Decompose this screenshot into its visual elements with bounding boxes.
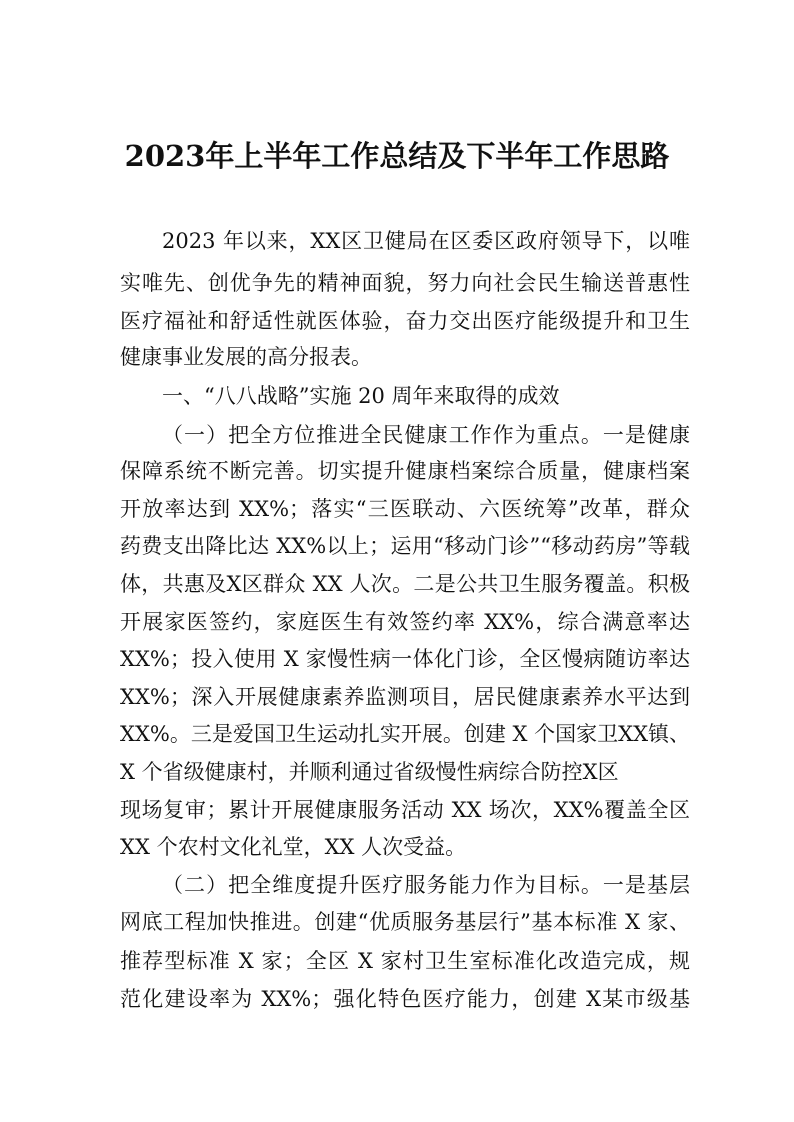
paragraph-line: 健康事业发展的高分报表。 [120, 345, 372, 369]
section-heading: 一、“八八战略”实施 20 周年来取得的成效 [162, 384, 560, 408]
paragraph-line: 保障系统不断完善。切实提升健康档案综合质量，健康档案 [120, 459, 690, 483]
paragraph-line: XX 个农村文化礼堂，XX 人次受益。 [120, 835, 467, 859]
paragraph-line: 现场复审；累计开展健康服务活动 XX 场次，XX%覆盖全区 [120, 798, 690, 822]
paragraph-line: 药费支出降比达 XX%以上；运用“移动门诊”“移动药房”等载 [120, 534, 690, 558]
document-title: 2023年上半年工作总结及下半年工作思路 [124, 139, 670, 173]
paragraph-line: 医疗福祉和舒适性就医体验，奋力交出医疗能级提升和卫生 [120, 309, 690, 333]
paragraph-line: 体，共惠及X区群众 XX 人次。二是公共卫生服务覆盖。积极 [120, 572, 690, 596]
paragraph-line: 范化建设率为 XX%；强化特色医疗能力，创建 X某市级基 [120, 987, 690, 1011]
paragraph-line: XX%。三是爱国卫生运动扎实开展。创建 X 个国家卫XX镇、 [120, 722, 690, 746]
paragraph-line: 推荐型标准 X 家；全区 X 家村卫生室标准化改造完成，规 [120, 949, 690, 973]
paragraph-line: （二）把全维度提升医疗服务能力作为目标。一是基层 [162, 873, 690, 897]
paragraph-line: 开放率达到 XX%；落实“三医联动、六医统筹”改革，群众 [120, 497, 690, 521]
paragraph-line: 实唯先、创优争先的精神面貌，努力向社会民生输送普惠性 [120, 271, 690, 295]
paragraph-line: 2023 年以来，XX区卫健局在区委区政府领导下，以唯 [162, 229, 690, 253]
paragraph-line: XX%；深入开展健康素养监测项目，居民健康素养水平达到 [120, 685, 690, 709]
paragraph-line: 开展家医签约，家庭医生有效签约率 XX%，综合满意率达 [120, 610, 690, 634]
paragraph-line: （一）把全方位推进全民健康工作作为重点。一是健康 [162, 423, 690, 447]
paragraph-line: X 个省级健康村，并顺利通过省级慢性病综合防控X区 [120, 760, 619, 784]
paragraph-line: 网底工程加快推进。创建“优质服务基层行”基本标准 X 家、 [120, 910, 690, 934]
paragraph-line: XX%；投入使用 X 家慢性病一体化门诊，全区慢病随访率达 [120, 647, 690, 671]
